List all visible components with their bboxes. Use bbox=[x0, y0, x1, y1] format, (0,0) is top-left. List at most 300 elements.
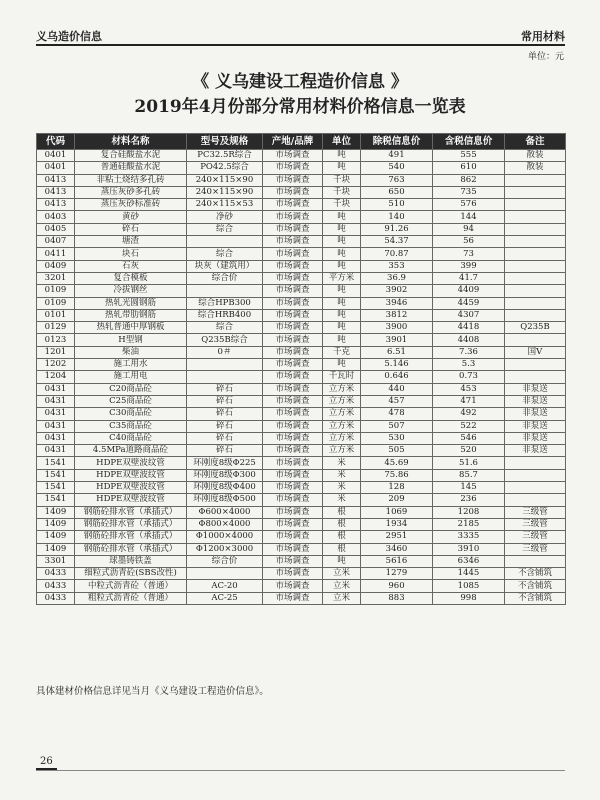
cell-material-name: H型钢 bbox=[75, 334, 187, 346]
cell-origin: 市场调查 bbox=[263, 383, 323, 395]
cell-remark: 国V bbox=[505, 346, 566, 358]
cell-price-excl-tax: 70.87 bbox=[361, 248, 433, 260]
cell-unit: 吨 bbox=[323, 297, 361, 309]
cell-material-name: 热轧光圆钢筋 bbox=[75, 297, 187, 309]
cell-price-incl-tax: 453 bbox=[433, 383, 505, 395]
cell-spec: 环刚度8级Φ225 bbox=[187, 457, 263, 469]
cell-material-name: 钢筋砼排水管（承插式） bbox=[75, 506, 187, 518]
table-row bbox=[37, 150, 566, 162]
cell-unit: 吨 bbox=[323, 236, 361, 248]
cell-code: 0433 bbox=[37, 592, 75, 604]
cell-remark: 三级管 bbox=[505, 531, 566, 543]
cell-spec bbox=[187, 371, 263, 383]
table-row bbox=[37, 359, 566, 371]
cell-spec: 综合HPB300 bbox=[187, 297, 263, 309]
cell-code: 0401 bbox=[37, 162, 75, 174]
cell-spec bbox=[187, 359, 263, 371]
cell-price-incl-tax: 144 bbox=[433, 211, 505, 223]
cell-remark bbox=[505, 297, 566, 309]
cell-spec: 综合 bbox=[187, 223, 263, 235]
cell-remark bbox=[505, 186, 566, 198]
column-header-price-incl-tax: 含税信息价 bbox=[433, 134, 505, 150]
cell-origin: 市场调查 bbox=[263, 555, 323, 567]
cell-remark: 三级管 bbox=[505, 543, 566, 555]
table-row bbox=[37, 395, 566, 407]
cell-price-excl-tax: 5.146 bbox=[361, 359, 433, 371]
cell-price-excl-tax: 3901 bbox=[361, 334, 433, 346]
cell-material-name: 复合模板 bbox=[75, 272, 187, 284]
cell-price-excl-tax: 540 bbox=[361, 162, 433, 174]
cell-price-excl-tax: 36.9 bbox=[361, 272, 433, 284]
cell-unit: 吨 bbox=[323, 322, 361, 334]
cell-code: 1541 bbox=[37, 482, 75, 494]
cell-material-name: C20商品砼 bbox=[75, 383, 187, 395]
cell-price-incl-tax: 1208 bbox=[433, 506, 505, 518]
cell-remark bbox=[505, 211, 566, 223]
cell-remark: 非泵送 bbox=[505, 408, 566, 420]
cell-unit: 吨 bbox=[323, 309, 361, 321]
cell-code: 1409 bbox=[37, 506, 75, 518]
cell-remark: 非泵送 bbox=[505, 395, 566, 407]
cell-spec: AC-25 bbox=[187, 592, 263, 604]
cell-remark: 不含铺筑 bbox=[505, 568, 566, 580]
cell-price-incl-tax: 94 bbox=[433, 223, 505, 235]
table-row bbox=[37, 248, 566, 260]
cell-origin: 市场调查 bbox=[263, 371, 323, 383]
cell-unit: 立米 bbox=[323, 592, 361, 604]
cell-origin: 市场调查 bbox=[263, 272, 323, 284]
cell-spec: 环刚度8级Φ300 bbox=[187, 469, 263, 481]
cell-unit: 吨 bbox=[323, 162, 361, 174]
table-row bbox=[37, 223, 566, 235]
column-header-remark: 备注 bbox=[505, 134, 566, 150]
cell-code: 1409 bbox=[37, 543, 75, 555]
cell-spec: 环刚度8级Φ400 bbox=[187, 482, 263, 494]
cell-origin: 市场调查 bbox=[263, 445, 323, 457]
table-row bbox=[37, 297, 566, 309]
cell-code: 0413 bbox=[37, 199, 75, 211]
cell-material-name: C40商品砼 bbox=[75, 432, 187, 444]
cell-origin: 市场调查 bbox=[263, 518, 323, 530]
cell-code: 0431 bbox=[37, 383, 75, 395]
cell-price-excl-tax: 763 bbox=[361, 174, 433, 186]
cell-price-excl-tax: 128 bbox=[361, 482, 433, 494]
cell-code: 0433 bbox=[37, 580, 75, 592]
cell-unit: 米 bbox=[323, 494, 361, 506]
cell-spec: Q235B综合 bbox=[187, 334, 263, 346]
cell-origin: 市场调查 bbox=[263, 174, 323, 186]
cell-remark bbox=[505, 174, 566, 186]
cell-price-incl-tax: 998 bbox=[433, 592, 505, 604]
cell-price-excl-tax: 650 bbox=[361, 186, 433, 198]
cell-material-name: 黄砂 bbox=[75, 211, 187, 223]
cell-unit: 米 bbox=[323, 457, 361, 469]
cell-price-excl-tax: 883 bbox=[361, 592, 433, 604]
cell-price-excl-tax: 75.86 bbox=[361, 469, 433, 481]
price-table bbox=[36, 133, 566, 605]
cell-origin: 市场调查 bbox=[263, 199, 323, 211]
cell-origin: 市场调查 bbox=[263, 186, 323, 198]
cell-price-incl-tax: 4418 bbox=[433, 322, 505, 334]
cell-remark: 三级管 bbox=[505, 506, 566, 518]
cell-material-name: 冷拔钢丝 bbox=[75, 285, 187, 297]
cell-code: 0109 bbox=[37, 285, 75, 297]
cell-spec: 综合HRB400 bbox=[187, 309, 263, 321]
cell-remark: 非泵送 bbox=[505, 445, 566, 457]
page-number: 26 bbox=[36, 755, 57, 770]
cell-remark: 散装 bbox=[505, 150, 566, 162]
cell-material-name: 蒸压灰砂标准砖 bbox=[75, 199, 187, 211]
cell-spec: 综合价 bbox=[187, 555, 263, 567]
cell-price-incl-tax: 1445 bbox=[433, 568, 505, 580]
cell-remark bbox=[505, 334, 566, 346]
cell-unit: 立方米 bbox=[323, 408, 361, 420]
cell-origin: 市场调查 bbox=[263, 359, 323, 371]
cell-origin: 市场调查 bbox=[263, 150, 323, 162]
cell-spec: PO42.5综合 bbox=[187, 162, 263, 174]
cell-material-name: 复合硅酸盐水泥 bbox=[75, 150, 187, 162]
cell-price-excl-tax: 45.69 bbox=[361, 457, 433, 469]
cell-material-name: 钢筋砼排水管（承插式） bbox=[75, 543, 187, 555]
cell-code: 0413 bbox=[37, 174, 75, 186]
cell-origin: 市场调查 bbox=[263, 260, 323, 272]
cell-remark: 散装 bbox=[505, 162, 566, 174]
cell-code: 0405 bbox=[37, 223, 75, 235]
cell-spec: 碎石 bbox=[187, 445, 263, 457]
cell-spec: PC32.5R综合 bbox=[187, 150, 263, 162]
cell-code: 1541 bbox=[37, 457, 75, 469]
column-header-unit: 单位 bbox=[323, 134, 361, 150]
cell-origin: 市场调查 bbox=[263, 494, 323, 506]
column-header-code: 代码 bbox=[37, 134, 75, 150]
cell-price-incl-tax: 576 bbox=[433, 199, 505, 211]
cell-origin: 市场调查 bbox=[263, 457, 323, 469]
cell-remark: 非泵送 bbox=[505, 432, 566, 444]
cell-remark bbox=[505, 371, 566, 383]
cell-code: 0129 bbox=[37, 322, 75, 334]
cell-material-name: 塘渣 bbox=[75, 236, 187, 248]
cell-unit: 吨 bbox=[323, 334, 361, 346]
cell-price-incl-tax: 56 bbox=[433, 236, 505, 248]
cell-code: 0431 bbox=[37, 408, 75, 420]
table-row bbox=[37, 322, 566, 334]
cell-unit: 吨 bbox=[323, 359, 361, 371]
cell-spec: 碎石 bbox=[187, 395, 263, 407]
running-header bbox=[36, 24, 565, 46]
cell-origin: 市场调查 bbox=[263, 162, 323, 174]
cell-remark bbox=[505, 260, 566, 272]
cell-price-incl-tax: 41.7 bbox=[433, 272, 505, 284]
cell-code: 0403 bbox=[37, 211, 75, 223]
cell-material-name: 钢筋砼排水管（承插式） bbox=[75, 518, 187, 530]
cell-price-incl-tax: 6346 bbox=[433, 555, 505, 567]
cell-price-excl-tax: 505 bbox=[361, 445, 433, 457]
table-row bbox=[37, 469, 566, 481]
cell-code: 0411 bbox=[37, 248, 75, 260]
table-row bbox=[37, 531, 566, 543]
cell-price-excl-tax: 54.37 bbox=[361, 236, 433, 248]
cell-remark bbox=[505, 469, 566, 481]
table-row bbox=[37, 186, 566, 198]
column-header-price-excl-tax: 除税信息价 bbox=[361, 134, 433, 150]
cell-material-name: 4.5MPa道路商品砼 bbox=[75, 445, 187, 457]
cell-material-name: C30商品砼 bbox=[75, 408, 187, 420]
cell-code: 0433 bbox=[37, 568, 75, 580]
cell-code: 1201 bbox=[37, 346, 75, 358]
table-row bbox=[37, 334, 566, 346]
cell-origin: 市场调查 bbox=[263, 211, 323, 223]
cell-price-incl-tax: 73 bbox=[433, 248, 505, 260]
cell-price-incl-tax: 522 bbox=[433, 420, 505, 432]
cell-price-excl-tax: 507 bbox=[361, 420, 433, 432]
cell-spec bbox=[187, 285, 263, 297]
cell-material-name: 热轧普通中厚钢板 bbox=[75, 322, 187, 334]
cell-spec: 环刚度8级Φ500 bbox=[187, 494, 263, 506]
cell-price-excl-tax: 353 bbox=[361, 260, 433, 272]
table-row bbox=[37, 420, 566, 432]
cell-price-incl-tax: 492 bbox=[433, 408, 505, 420]
cell-remark: 三级管 bbox=[505, 518, 566, 530]
cell-unit: 吨 bbox=[323, 223, 361, 235]
cell-material-name: 块石 bbox=[75, 248, 187, 260]
cell-price-excl-tax: 440 bbox=[361, 383, 433, 395]
cell-remark: 非泵送 bbox=[505, 383, 566, 395]
cell-material-name: 碎石 bbox=[75, 223, 187, 235]
cell-unit: 立方米 bbox=[323, 395, 361, 407]
cell-price-incl-tax: 735 bbox=[433, 186, 505, 198]
table-row bbox=[37, 408, 566, 420]
cell-origin: 市场调查 bbox=[263, 223, 323, 235]
cell-code: 1541 bbox=[37, 469, 75, 481]
cell-unit: 千克 bbox=[323, 346, 361, 358]
cell-code: 0409 bbox=[37, 260, 75, 272]
table-row bbox=[37, 457, 566, 469]
cell-price-incl-tax: 51.6 bbox=[433, 457, 505, 469]
cell-price-incl-tax: 5.3 bbox=[433, 359, 505, 371]
cell-code: 0431 bbox=[37, 445, 75, 457]
cell-price-excl-tax: 3812 bbox=[361, 309, 433, 321]
cell-spec: Φ1200×3000 bbox=[187, 543, 263, 555]
cell-spec: 综合 bbox=[187, 322, 263, 334]
table-row bbox=[37, 580, 566, 592]
page-title-line1: 《 义乌建设工程造价信息 》 bbox=[192, 72, 408, 92]
cell-code: 1202 bbox=[37, 359, 75, 371]
table-row bbox=[37, 346, 566, 358]
cell-origin: 市场调查 bbox=[263, 420, 323, 432]
table-row bbox=[37, 543, 566, 555]
section-name: 常用材料 bbox=[521, 30, 565, 43]
table-row bbox=[37, 162, 566, 174]
cell-unit: 立方米 bbox=[323, 383, 361, 395]
page-title-line2: 2019年4月份部分常用材料价格信息一览表 bbox=[134, 97, 466, 117]
cell-price-excl-tax: 478 bbox=[361, 408, 433, 420]
cell-price-incl-tax: 4409 bbox=[433, 285, 505, 297]
cell-price-incl-tax: 862 bbox=[433, 174, 505, 186]
column-header-spec: 型号及规格 bbox=[187, 134, 263, 150]
cell-material-name: 施工用水 bbox=[75, 359, 187, 371]
cell-origin: 市场调查 bbox=[263, 531, 323, 543]
cell-price-incl-tax: 2185 bbox=[433, 518, 505, 530]
cell-origin: 市场调查 bbox=[263, 322, 323, 334]
column-header-origin: 产地/品牌 bbox=[263, 134, 323, 150]
cell-material-name: 普通硅酸盐水泥 bbox=[75, 162, 187, 174]
cell-unit: 立方米 bbox=[323, 445, 361, 457]
table-row bbox=[37, 432, 566, 444]
footnote: 具体建材价格信息详见当月《义乌建设工程造价信息》。 bbox=[36, 686, 269, 697]
cell-code: 0431 bbox=[37, 432, 75, 444]
cell-unit: 吨 bbox=[323, 248, 361, 260]
cell-code: 1409 bbox=[37, 531, 75, 543]
cell-material-name: 粗粒式沥青砼（普通） bbox=[75, 592, 187, 604]
cell-spec: AC-20 bbox=[187, 580, 263, 592]
cell-price-incl-tax: 520 bbox=[433, 445, 505, 457]
cell-spec: 240×115×90 bbox=[187, 186, 263, 198]
table-row bbox=[37, 592, 566, 604]
cell-spec: 碎石 bbox=[187, 408, 263, 420]
cell-price-excl-tax: 3946 bbox=[361, 297, 433, 309]
cell-unit: 平方米 bbox=[323, 272, 361, 284]
cell-unit: 千块 bbox=[323, 174, 361, 186]
cell-origin: 市场调查 bbox=[263, 346, 323, 358]
cell-origin: 市场调查 bbox=[263, 469, 323, 481]
cell-code: 1541 bbox=[37, 494, 75, 506]
cell-unit: 千块 bbox=[323, 186, 361, 198]
cell-remark: 非泵送 bbox=[505, 420, 566, 432]
cell-remark bbox=[505, 236, 566, 248]
cell-price-excl-tax: 0.646 bbox=[361, 371, 433, 383]
cell-price-excl-tax: 3900 bbox=[361, 322, 433, 334]
cell-material-name: 中粒式沥青砼（普通） bbox=[75, 580, 187, 592]
cell-material-name: 蒸压灰砂多孔砖 bbox=[75, 186, 187, 198]
cell-remark: 不含铺筑 bbox=[505, 580, 566, 592]
table-row bbox=[37, 518, 566, 530]
cell-unit: 吨 bbox=[323, 211, 361, 223]
cell-unit: 千瓦时 bbox=[323, 371, 361, 383]
cell-spec: Φ600×4000 bbox=[187, 506, 263, 518]
cell-unit: 吨 bbox=[323, 285, 361, 297]
cell-origin: 市场调查 bbox=[263, 395, 323, 407]
cell-price-excl-tax: 1934 bbox=[361, 518, 433, 530]
cell-material-name: HDPE双壁波纹管 bbox=[75, 494, 187, 506]
cell-origin: 市场调查 bbox=[263, 580, 323, 592]
cell-price-excl-tax: 1279 bbox=[361, 568, 433, 580]
cell-price-incl-tax: 7.36 bbox=[433, 346, 505, 358]
cell-origin: 市场调查 bbox=[263, 482, 323, 494]
cell-code: 0431 bbox=[37, 395, 75, 407]
cell-spec: 碎石 bbox=[187, 383, 263, 395]
cell-material-name: 球墨铸铁盖 bbox=[75, 555, 187, 567]
cell-origin: 市场调查 bbox=[263, 592, 323, 604]
cell-price-incl-tax: 555 bbox=[433, 150, 505, 162]
cell-material-name: 钢筋砼排水管（承插式） bbox=[75, 531, 187, 543]
cell-remark bbox=[505, 223, 566, 235]
cell-remark bbox=[505, 309, 566, 321]
cell-origin: 市场调查 bbox=[263, 285, 323, 297]
table-row bbox=[37, 494, 566, 506]
cell-price-excl-tax: 3902 bbox=[361, 285, 433, 297]
cell-material-name: C25商品砼 bbox=[75, 395, 187, 407]
cell-origin: 市场调查 bbox=[263, 543, 323, 555]
cell-code: 1409 bbox=[37, 518, 75, 530]
cell-unit: 立米 bbox=[323, 580, 361, 592]
cell-price-incl-tax: 4408 bbox=[433, 334, 505, 346]
cell-remark: 不含铺筑 bbox=[505, 592, 566, 604]
table-row bbox=[37, 260, 566, 272]
table-header-row bbox=[37, 134, 566, 150]
unit-label: 单位：元 bbox=[527, 52, 564, 62]
cell-remark bbox=[505, 272, 566, 284]
cell-code: 3201 bbox=[37, 272, 75, 284]
cell-origin: 市场调查 bbox=[263, 568, 323, 580]
cell-unit: 根 bbox=[323, 518, 361, 530]
cell-price-excl-tax: 209 bbox=[361, 494, 433, 506]
cell-remark bbox=[505, 555, 566, 567]
table-row bbox=[37, 383, 566, 395]
cell-price-excl-tax: 5616 bbox=[361, 555, 433, 567]
cell-price-incl-tax: 1085 bbox=[433, 580, 505, 592]
cell-code: 0123 bbox=[37, 334, 75, 346]
publication-name: 义乌造价信息 bbox=[36, 30, 102, 43]
cell-spec: 0＃ bbox=[187, 346, 263, 358]
cell-unit: 根 bbox=[323, 531, 361, 543]
table-row bbox=[37, 371, 566, 383]
cell-unit: 千块 bbox=[323, 199, 361, 211]
cell-price-excl-tax: 457 bbox=[361, 395, 433, 407]
cell-price-incl-tax: 610 bbox=[433, 162, 505, 174]
cell-price-incl-tax: 0.73 bbox=[433, 371, 505, 383]
cell-price-incl-tax: 3335 bbox=[433, 531, 505, 543]
cell-price-incl-tax: 145 bbox=[433, 482, 505, 494]
cell-code: 3301 bbox=[37, 555, 75, 567]
cell-code: 0431 bbox=[37, 420, 75, 432]
table-row bbox=[37, 309, 566, 321]
cell-price-incl-tax: 85.7 bbox=[433, 469, 505, 481]
cell-spec: 碎石 bbox=[187, 420, 263, 432]
cell-price-incl-tax: 4307 bbox=[433, 309, 505, 321]
table-row bbox=[37, 285, 566, 297]
cell-price-excl-tax: 1069 bbox=[361, 506, 433, 518]
cell-code: 0109 bbox=[37, 297, 75, 309]
table-row bbox=[37, 211, 566, 223]
cell-unit: 根 bbox=[323, 506, 361, 518]
cell-price-excl-tax: 2951 bbox=[361, 531, 433, 543]
cell-price-excl-tax: 6.51 bbox=[361, 346, 433, 358]
cell-spec: Φ1000×4000 bbox=[187, 531, 263, 543]
cell-price-excl-tax: 140 bbox=[361, 211, 433, 223]
table-body bbox=[37, 150, 566, 605]
cell-spec: Φ800×4000 bbox=[187, 518, 263, 530]
cell-spec: 综合价 bbox=[187, 272, 263, 284]
cell-remark bbox=[505, 248, 566, 260]
cell-spec: 碎石 bbox=[187, 432, 263, 444]
cell-origin: 市场调查 bbox=[263, 309, 323, 321]
cell-material-name: HDPE双壁波纹管 bbox=[75, 482, 187, 494]
cell-remark bbox=[505, 482, 566, 494]
cell-remark bbox=[505, 285, 566, 297]
cell-spec: 240×115×53 bbox=[187, 199, 263, 211]
cell-material-name: 施工用电 bbox=[75, 371, 187, 383]
table-row bbox=[37, 482, 566, 494]
cell-material-name: HDPE双壁波纹管 bbox=[75, 469, 187, 481]
cell-price-incl-tax: 546 bbox=[433, 432, 505, 444]
cell-spec bbox=[187, 236, 263, 248]
cell-code: 0101 bbox=[37, 309, 75, 321]
cell-price-incl-tax: 471 bbox=[433, 395, 505, 407]
cell-unit: 吨 bbox=[323, 260, 361, 272]
cell-remark bbox=[505, 199, 566, 211]
cell-price-excl-tax: 510 bbox=[361, 199, 433, 211]
table-row bbox=[37, 236, 566, 248]
